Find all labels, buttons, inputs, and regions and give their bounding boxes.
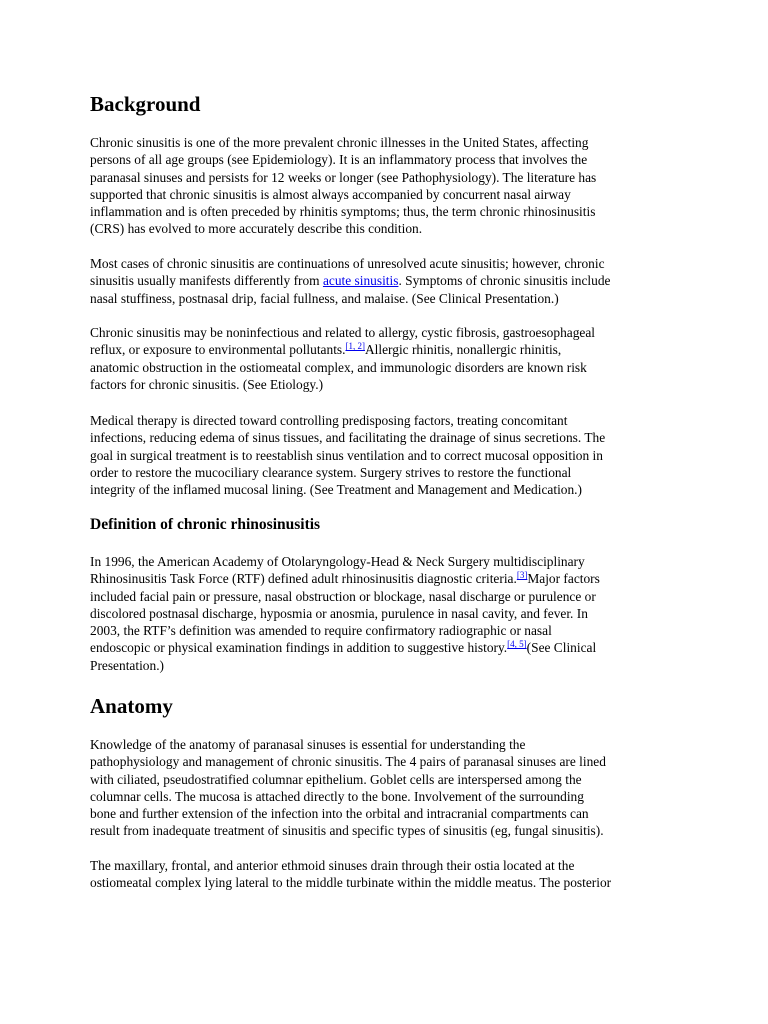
background-paragraph-1: [90, 134, 690, 238]
text-line: Most cases of chronic sinusitis are continuations of unresolved acute sinusitis; however, chronic: [90, 256, 605, 271]
text-line: 2003, the RTF’s definition was amended to require confirmatory radiographic or nasal: [90, 623, 552, 639]
text-line: goal in surgical treatment is to reestablish sinus ventilation and to correct mucosal opposition in: [90, 447, 603, 463]
text-line: anatomic obstruction in the ostiomeatal complex, and immunologic disorders are known risk: [90, 359, 587, 375]
text-line: with ciliated, pseudostratified columnar epithelium. Goblet cells are interspersed among the: [90, 771, 582, 787]
text-line: inflammation and is often preceded by rhinitis symptoms; thus, the term chronic rhinosinusitis: [90, 204, 596, 220]
text-line: [90, 341, 690, 358]
anatomy-paragraph-1: [90, 736, 690, 840]
text-line: Knowledge of the anatomy of paranasal sinuses is essential for understanding the: [90, 737, 526, 752]
text-line: Medical therapy is directed toward controlling predisposing factors, treating concomitant: [90, 413, 568, 428]
text-line: integrity of the inflamed mucosal lining. (See Treatment and Management and Medication.): [90, 482, 582, 498]
background-paragraph-4: [90, 412, 690, 498]
anatomy-heading: Anatomy: [90, 694, 173, 718]
background-paragraph-2: [90, 255, 690, 307]
text-line: supported that chronic sinusitis is almost always accompanied by concurrent nasal airway: [90, 186, 571, 202]
text-line: result from inadequate treatment of sinusitis and specific types of sinusitis (eg, fungal sinusitis).: [90, 823, 604, 839]
citation-link-1-2[interactable]: [1, 2]: [345, 341, 365, 352]
text-line: In 1996, the American Academy of Otolaryngology-Head & Neck Surgery multidisciplinary: [90, 554, 585, 569]
citation-link-3[interactable]: [3]: [516, 570, 528, 581]
text-segment: (See Clinical: [526, 640, 597, 656]
text-line: paranasal sinuses and persists for 12 weeks or longer (see Pathophysiology). The literature has: [90, 169, 597, 185]
text-segment: . Symptoms of chronic sinusitis include: [398, 273, 611, 289]
text-line: ostiomeatal complex lying lateral to the middle turbinate within the middle meatus. The posterior: [90, 875, 612, 891]
acute-sinusitis-link[interactable]: acute sinusitis: [322, 273, 399, 289]
text-line: Chronic sinusitis may be noninfectious and related to allergy, cystic fibrosis, gastroesophageal: [90, 325, 596, 340]
anatomy-paragraph-2: [90, 857, 690, 892]
text-segment: reflux, or exposure to environmental pollutants.: [90, 342, 346, 358]
text-line: included facial pain or pressure, nasal obstruction or blockage, nasal discharge or purulence or: [90, 588, 596, 604]
text-segment: endoscopic or physical examination findings in addition to suggestive history.: [90, 640, 508, 656]
text-segment: Major factors: [527, 571, 600, 587]
text-line: [90, 570, 690, 587]
background-paragraph-3: [90, 324, 690, 393]
citation-link-4-5[interactable]: [4, 5]: [507, 639, 527, 650]
definition-paragraph: [90, 553, 690, 674]
background-heading: Background: [90, 92, 201, 116]
text-line: discolored postnasal discharge, hyposmia or anosmia, purulence in nasal cavity, and fever. In: [90, 605, 588, 621]
text-line: Presentation.): [90, 657, 165, 673]
text-line: pathophysiology and management of chronic sinusitis. The 4 pairs of paranasal sinuses are lined: [90, 754, 606, 770]
text-line: Chronic sinusitis is one of the more prevalent chronic illnesses in the United States, affecting: [90, 135, 589, 150]
definition-heading: Definition of chronic rhinosinusitis: [90, 516, 321, 533]
text-line: order to restore the mucociliary clearance system. Surgery strives to restore the functional: [90, 464, 572, 480]
text-line: The maxillary, frontal, and anterior ethmoid sinuses drain through their ostia located at the: [90, 858, 575, 873]
text-line: columnar cells. The mucosa is attached directly to the bone. Involvement of the surrounding: [90, 788, 584, 804]
text-segment: Allergic rhinitis, nonallergic rhinitis,: [364, 342, 562, 358]
text-segment: sinusitis usually manifests differently from: [90, 273, 323, 289]
text-line: factors for chronic sinusitis. (See Etiology.): [90, 376, 324, 392]
text-segment: Rhinosinusitis Task Force (RTF) defined adult rhinosinusitis diagnostic criteria.: [90, 571, 517, 587]
text-line: (CRS) has evolved to more accurately describe this condition.: [90, 221, 423, 237]
text-line: nasal stuffiness, postnasal drip, facial fullness, and malaise. (See Clinical Presentation.): [90, 290, 559, 306]
text-line: infections, reducing edema of sinus tissues, and facilitating the drainage of sinus secretions. The: [90, 430, 606, 446]
text-line: bone and further extension of the infection into the orbital and intracranial compartments can: [90, 806, 589, 822]
text-line: persons of all age groups (see Epidemiology). It is an inflammatory process that involves the: [90, 152, 588, 168]
text-line: [90, 272, 690, 289]
text-line: [90, 639, 690, 656]
